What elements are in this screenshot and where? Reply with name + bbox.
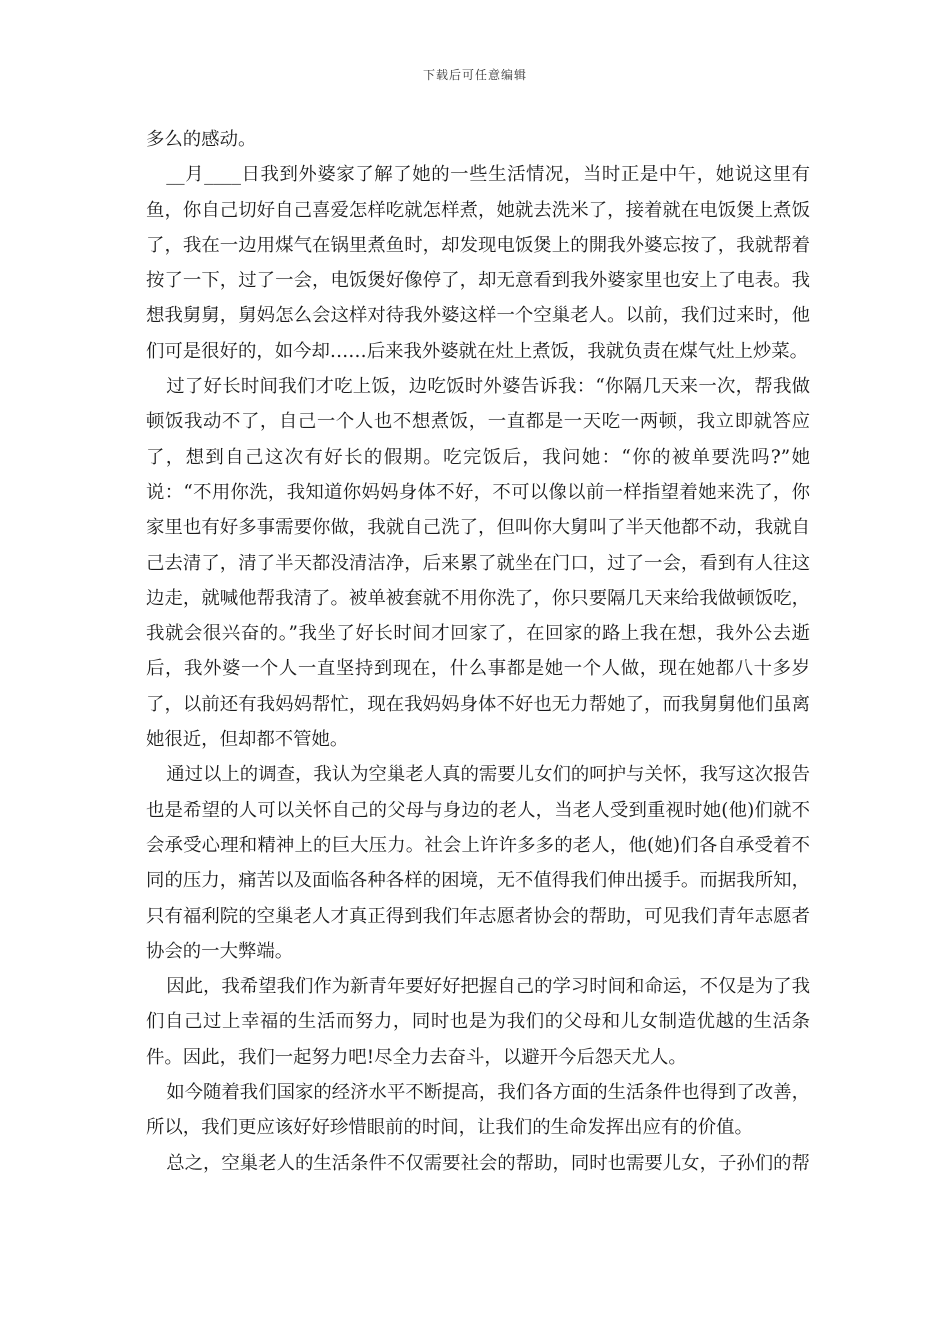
paragraph-7: 总之，空巢老人的生活条件不仅需要社会的帮助，同时也需要儿女，子孙们的帮	[166, 1152, 810, 1174]
paragraph-1: 多么的感动。	[146, 129, 257, 150]
page-header: 下载后可任意编辑	[422, 68, 527, 82]
document-body	[146, 122, 810, 1181]
paragraph-3: 过了好长时间我们才吃上饭，边吃饭时外婆告诉我：“你隔几天来一次，帮我做顿饭我动不了，自己一个人也不想煮饭，一直都是一天吃一两顿，我立即就答应了，想到自己这次有好长的假期。吃完饭后，我问她：“你的被单要洗吗?”她说：“不用你洗，我知道你妈妈身体不好，不可以像以前一样指望着她来洗了，你家里也有好多事需要你做，我就自己洗了，但叫你大舅叫了半天他都不动，我就自己去清了，清了半天都没清洁净，后来累了就坐在门口，过了一会，看到有人往这边走，就喊他帮我清了。被单被套就不用你洗了，你只要隔几天来给我做顿饭吃，我就会很兴奋的。”我坐了好长时间才回家了，在回家的路上我在想，我外公去逝后，我外婆一个人一直坚持到现在，什么事都是她一个人做，现在她都八十多岁了，以前还有我妈妈帮忙，现在我妈妈身体不好也无力帮她了，而我舅舅他们虽离她很近，但却都不管她。	[146, 376, 810, 751]
paragraph-5: 因此，我希望我们作为新青年要好好把握自己的学习时间和命运，不仅是为了我们自己过上幸福的生活而努力，同时也是为我们的父母和儿女制造优越的生活条件。因此，我们一起努力吧!尽全力去奋斗，以避开今后怨天尤人。	[146, 976, 810, 1068]
paragraph-4: 通过以上的调查，我认为空巢老人真的需要儿女们的呵护与关怀，我写这次报告也是希望的人可以关怀自己的父母与身边的老人，当老人受到重视时她(他)们就不会承受心理和精神上的巨大压力。社会上许许多多的老人，他(她)们各自承受着不同的压力，痛苦以及面临各种各样的困境，无不值得我们伸出援手。而据我所知，只有福利院的空巢老人才真正得到我们年志愿者协会的帮助，可见我们青年志愿者协会的一大弊端。	[146, 764, 810, 962]
paragraph-6: 如今随着我们国家的经济水平不断提高，我们各方面的生活条件也得到了改善，所以，我们更应该好好珍惜眼前的时间，让我们的生命发挥出应有的价值。	[146, 1082, 810, 1139]
paragraph-2: __月____日我到外婆家了解了她的一些生活情况，当时正是中午，她说这里有鱼，你自己切好自己喜爱怎样吃就怎样煮，她就去洗米了，接着就在电饭煲上煮饭了，我在一边用煤气在锅里煮鱼时，却发现电饭煲上的開我外婆忘按了，我就帮着按了一下，过了一会，电饭煲好像停了，却无意看到我外婆家里也安上了电表。我想我舅舅，舅妈怎么会这样对待我外婆这样一个空巢老人。以前，我们过来时，他们可是很好的，如今却……后来我外婆就在灶上煮饭，我就负责在煤气灶上炒菜。	[146, 164, 810, 362]
